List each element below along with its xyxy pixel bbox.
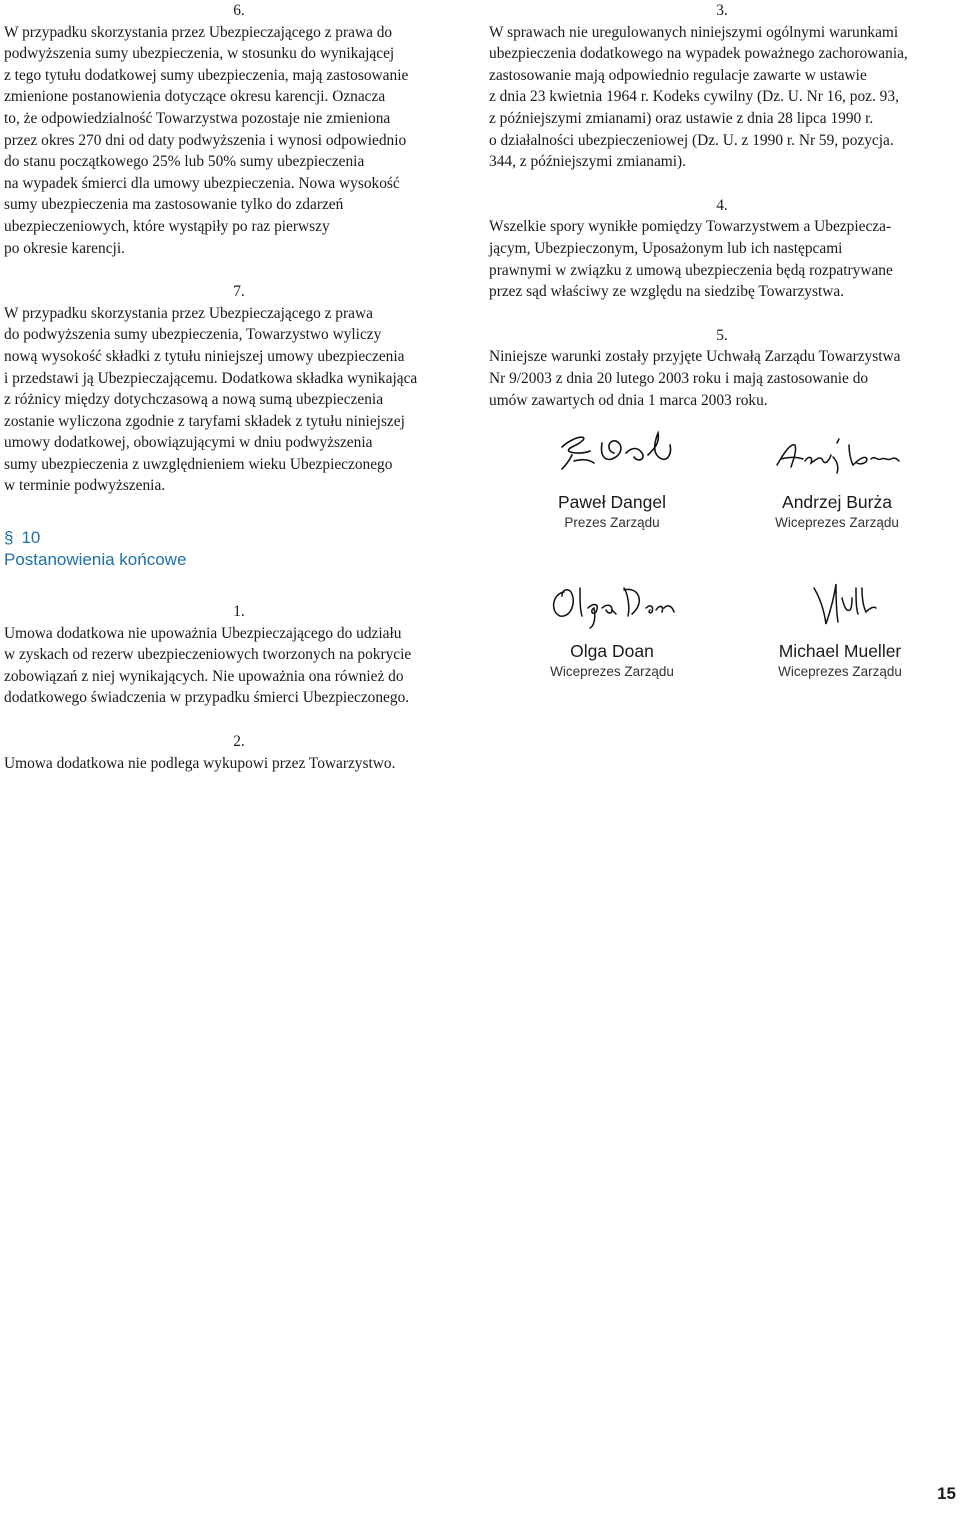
signatory-block <box>512 425 712 533</box>
clause-1 <box>4 601 474 709</box>
clause-text: Umowa dodatkowa nie upoważnia Ubezpieczającego do udziału w zyskach od rezerw ubezpieczeniowych tworzonych na pokrycie zobowiązań z niej wynikających. Nie upoważnia ona również do dodatkowego świadczenia w przypadku śmierci Ubezpieczonego. <box>4 624 412 707</box>
section-heading <box>4 527 474 571</box>
signatory-role: Wiceprezes Zarządu <box>550 664 674 679</box>
signatory-block <box>740 574 940 682</box>
clause-text: W przypadku skorzystania przez Ubezpieczającego z prawa do podwyższenia sumy ubezpieczenia, w stosunku do wynikającej z tego tytułu dodatkowej sumy ubezpieczenia, mają zastosowanie zmienione postanowienia dotyczące okresu karencji. Oznacza to, że odpowiedzialność Towarzystwa pozostaje nie zmieniona przez okres 270 dni od daty podwyższenia i wynosi odpowiednio do stanu początkowego 25% lub 50% sumy ubezpieczenia na wypadek śmierci dla umowy ubezpieczenia. Nowa wysokość sumy ubezpieczenia ma zastosowanie tylko do zdarzeń ubezpieczeniowych, które wystąpiły po raz pierwszy po okresie karencji. <box>4 23 409 257</box>
section-title: Postanowienia końcowe <box>4 550 187 570</box>
clause-4 <box>489 195 955 303</box>
clause-text: Niniejsze warunki zostały przyjęte Uchwałą Zarządu Towarzystwa Nr 9/2003 z dnia 20 lutego 2003 roku i mają zastosowanie do umów zawartych od dnia 1 marca 2003 roku. <box>489 348 901 409</box>
clause-number: 1. <box>233 603 245 621</box>
signatory-name: Andrzej Burża <box>782 492 892 512</box>
clause-number: 2. <box>233 733 245 751</box>
signatory-name: Olga Doan <box>570 641 654 661</box>
signatory-role: Wiceprezes Zarządu <box>778 664 902 679</box>
right-column <box>489 0 955 411</box>
signatory-role: Wiceprezes Zarządu <box>775 515 899 530</box>
clause-number: 4. <box>716 196 728 214</box>
signature-andrzej-burza-icon <box>767 425 907 485</box>
page-number: 15 <box>937 1484 956 1503</box>
signatory-block <box>737 425 937 533</box>
clause-number: 6. <box>233 2 245 19</box>
clause-2 <box>4 731 474 774</box>
clause-number: 3. <box>716 2 728 19</box>
signatory-name: Michael Mueller <box>778 641 902 661</box>
signature-pawel-dangel-icon <box>542 425 682 485</box>
signatory-name: Paweł Dangel <box>558 492 666 512</box>
clause-number: 7. <box>233 283 245 301</box>
clause-text: Wszelkie spory wynikłe pomiędzy Towarzystwem a Ubezpiecza- jącym, Ubezpieczonym, Uposażonym lub ich następcami prawnymi w związku z umową ubezpieczenia będą rozpatrywane przez sąd właściwy ze względu na siedzibę Towarzystwa. <box>489 218 893 301</box>
clause-7 <box>4 281 474 497</box>
signatory-role: Prezes Zarządu <box>564 515 660 530</box>
section-number: 10 <box>21 528 41 548</box>
clause-5 <box>489 325 955 411</box>
section-symbol: § <box>4 528 14 548</box>
clause-text: W przypadku skorzystania przez Ubezpieczającego z prawa do podwyższenia sumy ubezpieczenia, Towarzystwo wyliczy nową wysokość składki z tytułu niniejszej umowy ubezpieczenia i przedstawi ją Ubezpieczającemu. Dodatkowa składka wynikająca z różnicy między dotychczasową a nową sumą ubezpieczenia zostanie wyliczona zgodnie z taryfami składek z tytułu niniejszej umowy dodatkowej, obowiązującymi w dniu podwyższenia sumy ubezpieczenia z uwzględnieniem wieku Ubezpieczonego w terminie podwyższenia. <box>4 304 418 495</box>
signatory-block <box>512 574 712 682</box>
clause-number: 5. <box>716 326 728 344</box>
clause-3 <box>489 0 955 173</box>
clause-text: Umowa dodatkowa nie podlega wykupowi przez Towarzystwo. <box>4 754 396 772</box>
clause-6 <box>4 0 474 259</box>
clause-text: W sprawach nie uregulowanych niniejszymi ogólnymi warunkami ubezpieczenia dodatkowego na wypadek poważnego zachorowania, zastosowanie mają odpowiednio regulacje zawarte w ustawie z dnia 23 kwietnia 1964 r. Kodeks cywilny (Dz. U. Nr 16, poz. 93, z późniejszymi zmianami) oraz ustawie z dnia 28 lipca 1990 r. o działalności ubezpieczeniowej (Dz. U. z 1990 r. Nr 59, pozycja. 344, z późniejszymi zmianami). <box>489 23 908 171</box>
left-column <box>4 0 474 774</box>
signature-michael-mueller-icon <box>770 574 910 634</box>
signature-olga-doan-icon <box>542 574 682 634</box>
